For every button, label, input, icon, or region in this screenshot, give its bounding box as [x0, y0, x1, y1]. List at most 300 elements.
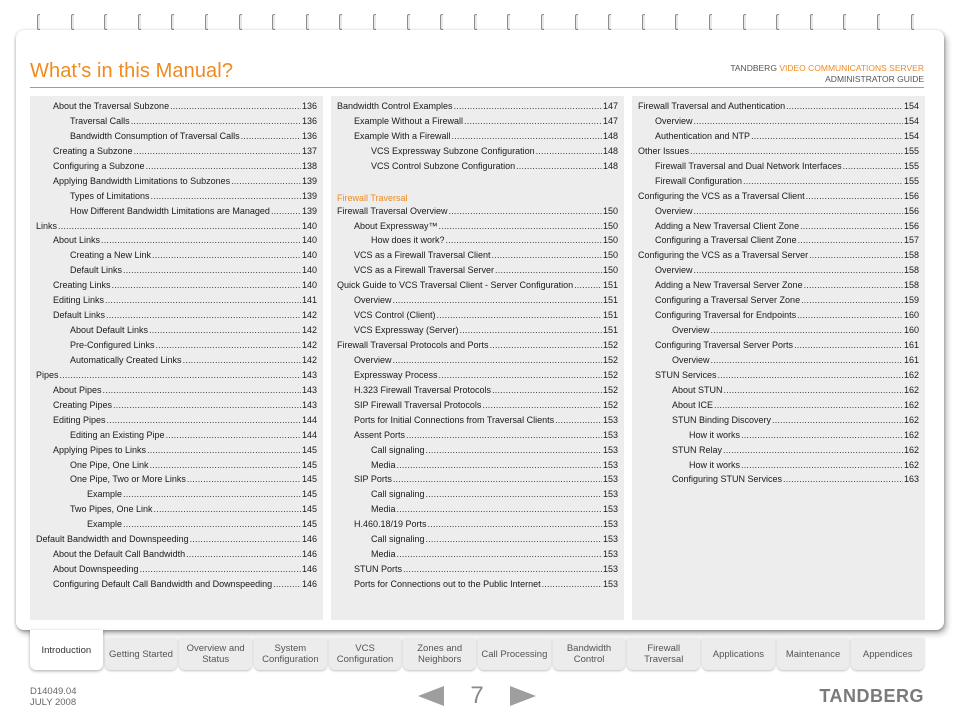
toc-leader-dots	[786, 101, 903, 111]
toc-entry-title: VCS Expressway (Server)	[354, 325, 459, 336]
toc-entry-title: VCS as a Firewall Traversal Client	[354, 250, 491, 261]
toc-leader-dots	[426, 489, 602, 499]
toc-entry-page: 161	[903, 354, 919, 365]
toc-entry-page: 153	[602, 534, 618, 545]
toc-entry[interactable]	[36, 116, 317, 131]
toc-entry[interactable]	[36, 534, 317, 549]
toc-entry-page: 161	[903, 340, 919, 350]
toc-entry[interactable]	[36, 579, 317, 594]
toc-entry-title: Quick Guide to VCS Traversal Client - Server Configuration	[337, 280, 574, 291]
toc-entry[interactable]	[337, 131, 618, 146]
toc-entry-page: 152	[602, 354, 618, 365]
toc-entry[interactable]	[337, 460, 618, 475]
toc-entry[interactable]	[36, 221, 317, 236]
toc-leader-dots	[772, 415, 903, 425]
toc-entry[interactable]	[36, 489, 317, 504]
toc-entry-page: 162	[903, 429, 919, 440]
toc-entry-title: Pre-Configured Links	[70, 340, 155, 350]
toc-entry-page: 162	[903, 384, 919, 395]
toc-entry-title: Adding a New Traversal Client Zone	[655, 220, 800, 231]
toc-leader-dots	[101, 235, 301, 245]
toc-entry-page: 162	[903, 414, 919, 425]
toc-entry[interactable]	[337, 206, 618, 221]
toc-entry[interactable]	[337, 474, 618, 489]
toc-entry[interactable]	[337, 161, 618, 176]
toc-entry-page: 162	[903, 459, 919, 470]
toc-entry[interactable]	[337, 534, 618, 549]
toc-entry-title: How it works	[689, 429, 741, 440]
toc-leader-dots	[187, 474, 301, 484]
toc-entry[interactable]	[36, 445, 317, 460]
toc-entry[interactable]	[337, 370, 618, 385]
toc-entry[interactable]	[36, 206, 317, 221]
brand-prefix: TANDBERG	[730, 63, 777, 73]
toc-entry-page: 148	[602, 145, 618, 156]
toc-entry-title: One Pipe, Two or More Links	[70, 474, 186, 485]
toc-entry[interactable]	[36, 310, 317, 325]
brand-header	[730, 63, 924, 85]
toc-entry-title: Bandwidth Consumption of Traversal Calls	[70, 130, 240, 141]
toc-entry[interactable]	[638, 370, 919, 385]
toc-entry-title: Applying Pipes to Links	[53, 444, 147, 455]
toc-entry-page: 143	[301, 399, 317, 410]
toc-entry[interactable]	[337, 310, 618, 325]
toc-entry-title: About the Default Call Bandwidth	[53, 549, 186, 560]
toc-entry-page: 146	[301, 579, 317, 589]
toc-entry[interactable]	[36, 564, 317, 579]
toc-entry[interactable]	[638, 161, 919, 176]
toc-leader-dots	[426, 445, 602, 455]
toc-entry-page: 148	[602, 160, 618, 171]
toc-entry-title: VCS Control Subzone Configuration	[371, 160, 516, 171]
toc-entry-title: H.460.18/19 Ports	[354, 519, 427, 530]
tab-zones-and-neighbors[interactable]: Zones and Neighbors	[403, 638, 476, 670]
toc-entry-page: 140	[301, 220, 317, 231]
toc-entry-title: Firewall Traversal and Authentication	[638, 101, 786, 111]
toc-entry-page: 143	[301, 369, 317, 380]
toc-entry-title: Overview	[354, 295, 392, 306]
toc-entry[interactable]	[337, 564, 618, 579]
toc-leader-dots	[112, 280, 301, 290]
tab-appendices[interactable]: Appendices	[851, 638, 924, 670]
toc-entry-title: Default Bandwidth and Downspeeding	[36, 534, 189, 545]
toc-entry[interactable]	[337, 549, 618, 564]
toc-entry-title: STUN Services	[655, 369, 717, 380]
toc-entry[interactable]	[638, 310, 919, 325]
toc-entry-title: About the Traversal Subzone	[53, 101, 170, 111]
toc-leader-dots	[574, 280, 602, 290]
toc-entry[interactable]	[638, 146, 919, 161]
toc-entry-page: 153	[602, 519, 618, 530]
toc-entry-title: Firewall Traversal Overview	[337, 205, 448, 216]
toc-entry[interactable]	[36, 250, 317, 265]
toc-entry-page: 154	[903, 115, 919, 126]
toc-entry-page: 142	[301, 325, 317, 336]
toc-entry-page: 140	[301, 250, 317, 261]
toc-entry[interactable]	[337, 579, 618, 594]
right-arrow-icon[interactable]	[510, 686, 536, 706]
page-title: What’s in this Manual?	[30, 60, 234, 82]
toc-entry[interactable]	[36, 146, 317, 161]
toc-entry-title: Links	[36, 220, 58, 231]
toc-entry[interactable]	[638, 460, 919, 475]
toc-entry[interactable]	[638, 385, 919, 400]
toc-entry-page: 156	[903, 205, 919, 216]
toc-entry-title: H.323 Firewall Traversal Protocols	[354, 384, 492, 395]
toc-entry[interactable]	[337, 325, 618, 340]
doc-id: D14049.04	[30, 686, 77, 697]
toc-section-heading: Firewall Traversal	[337, 192, 408, 203]
toc-entry-page: 155	[903, 145, 919, 156]
toc-leader-dots	[452, 131, 602, 141]
toc-entry[interactable]	[638, 250, 919, 265]
toc-leader-dots	[428, 519, 602, 529]
toc-entry[interactable]	[36, 519, 317, 534]
toc-entry-title: Traversal Calls	[70, 115, 130, 126]
toc-entry[interactable]	[36, 101, 317, 116]
toc-entry-page: 140	[301, 235, 317, 246]
toc-entry-title: Ports for Initial Connections from Traversal Clients	[354, 414, 555, 425]
toc-entry-page: 153	[602, 489, 618, 500]
toc-entry[interactable]	[337, 280, 618, 295]
toc-entry[interactable]	[36, 355, 317, 370]
toc-leader-dots	[123, 265, 301, 275]
toc-entry-title: Bandwidth Control Examples	[337, 101, 453, 111]
toc-entry-title: SIP Firewall Traversal Protocols	[354, 399, 482, 410]
toc-entry[interactable]	[638, 206, 919, 221]
tab-getting-started[interactable]: Getting Started	[105, 638, 178, 670]
toc-entry[interactable]	[337, 295, 618, 310]
toc-entry-title: Ports for Connections out to the Public Internet	[354, 579, 541, 589]
toc-entry-title: Configuring the VCS as a Traversal Server	[638, 250, 809, 261]
toc-entry-title: Editing Links	[53, 295, 105, 306]
toc-entry-page: 162	[903, 444, 919, 455]
toc-entry[interactable]	[337, 415, 618, 430]
doc-info	[30, 686, 76, 708]
toc-entry[interactable]	[36, 325, 317, 340]
toc-column-2	[331, 96, 624, 620]
toc-entry-title: Adding a New Traversal Server Zone	[655, 280, 803, 291]
toc-entry-title: About ICE	[672, 399, 714, 410]
tab-vcs-configuration[interactable]: VCS Configuration	[329, 638, 402, 670]
toc-leader-dots	[800, 221, 903, 231]
toc-leader-dots	[123, 489, 301, 499]
toc-entry[interactable]	[337, 430, 618, 445]
toc-entry-page: 155	[903, 175, 919, 186]
toc-entry-title: Configuring the VCS as a Traversal Client	[638, 190, 805, 201]
toc-entry[interactable]	[337, 340, 618, 355]
toc-leader-dots	[183, 355, 301, 365]
toc-entry-title: Overview	[672, 354, 710, 365]
toc-leader-dots	[694, 206, 903, 216]
toc-entry-title: Creating a New Link	[70, 250, 152, 261]
toc-entry[interactable]	[337, 445, 618, 460]
tab-system-configuration[interactable]: System Configuration	[254, 638, 327, 670]
toc-entry[interactable]	[638, 280, 919, 295]
toc-leader-dots	[106, 310, 301, 320]
tab-introduction[interactable]: Introduction	[30, 630, 103, 670]
toc-entry-page: 143	[301, 384, 317, 395]
toc-entry[interactable]	[36, 265, 317, 280]
toc-entry[interactable]	[638, 295, 919, 310]
toc-entry[interactable]	[337, 101, 618, 116]
toc-entry[interactable]	[337, 250, 618, 265]
toc-entry-title: Applying Bandwidth Limitations to Subzones	[53, 175, 231, 186]
toc-leader-dots	[231, 176, 301, 186]
toc-entry-page: 146	[301, 564, 317, 575]
toc-entry[interactable]	[36, 191, 317, 206]
toc-entry-page: 144	[301, 429, 317, 440]
toc-entry-title: STUN Relay	[672, 444, 723, 455]
toc-column-3	[632, 96, 925, 620]
toc-leader-dots	[241, 131, 301, 141]
toc-entry[interactable]	[337, 504, 618, 519]
toc-entry-title: Overview	[672, 325, 710, 336]
tab-bandwidth-control[interactable]: Bandwidth Control	[553, 638, 626, 670]
toc-entry-page: 153	[602, 429, 618, 440]
toc-entry-title: Media	[371, 549, 396, 560]
toc-leader-dots	[783, 474, 903, 484]
toc-entry-page: 153	[602, 474, 618, 485]
toc-entry-title: Example	[87, 489, 123, 500]
toc-entry[interactable]	[337, 265, 618, 280]
toc-entry-page: 152	[602, 384, 618, 395]
toc-leader-dots	[107, 415, 301, 425]
toc-entry-title: Overview	[354, 354, 392, 365]
toc-leader-dots	[542, 579, 602, 589]
toc-leader-dots	[113, 400, 301, 410]
toc-entry[interactable]	[337, 116, 618, 131]
toc-entry-title: Call signaling	[371, 444, 425, 455]
toc-entry[interactable]	[36, 549, 317, 564]
toc-entry-title: Editing an Existing Pipe	[70, 429, 165, 440]
toc-entry[interactable]	[638, 191, 919, 206]
toc-leader-dots	[809, 250, 903, 260]
toc-entry-page: 146	[301, 534, 317, 545]
toc-entry-title: Pipes	[36, 369, 59, 380]
toc-leader-dots	[151, 191, 301, 201]
toc-entry[interactable]	[36, 415, 317, 430]
toc-entry[interactable]	[638, 235, 919, 250]
toc-entry-page: 136	[301, 101, 317, 111]
toc-leader-dots	[536, 146, 602, 156]
toc-leader-dots	[152, 250, 301, 260]
toc-leader-dots	[794, 340, 903, 350]
toc-entry[interactable]	[337, 146, 618, 161]
toc-entry[interactable]	[337, 400, 618, 415]
toc-entry-page: 136	[301, 130, 317, 141]
toc-entry[interactable]	[638, 176, 919, 191]
toc-entry[interactable]	[36, 340, 317, 355]
toc-leader-dots	[190, 534, 301, 544]
toc-entry[interactable]	[638, 116, 919, 131]
toc-leader-dots	[454, 101, 602, 111]
toc-leader-dots	[146, 161, 301, 171]
toc-entry-title: Overview	[655, 205, 693, 216]
tandberg-logo: TANDBERG	[819, 686, 924, 706]
toc-leader-dots	[393, 474, 602, 484]
toc-entry-page: 147	[602, 101, 618, 111]
toc-leader-dots	[449, 206, 602, 216]
toc-entry[interactable]	[36, 176, 317, 191]
toc-entry[interactable]	[337, 235, 618, 250]
toc-leader-dots	[798, 235, 903, 245]
toc-entry[interactable]	[36, 280, 317, 295]
toc-entry-page: 153	[602, 444, 618, 455]
toc-leader-dots	[186, 549, 301, 559]
toc-entry-page: 150	[602, 205, 618, 216]
toc-entry-title: Firewall Configuration	[655, 175, 743, 186]
toc-entry[interactable]	[36, 400, 317, 415]
toc-entry-page: 145	[301, 444, 317, 455]
toc-entry[interactable]	[36, 161, 317, 176]
toc-leader-dots	[271, 206, 301, 216]
toc-entry-title: One Pipe, One Link	[70, 459, 149, 470]
toc-entry[interactable]	[36, 504, 317, 519]
title-divider	[30, 87, 924, 88]
toc-leader-dots	[393, 355, 602, 365]
toc-entry-page: 153	[602, 504, 618, 515]
toc-entry-page: 158	[903, 250, 919, 261]
toc-leader-dots	[492, 385, 602, 395]
toc-leader-dots	[714, 400, 903, 410]
toc-leader-dots	[105, 295, 301, 305]
toc-leader-dots	[406, 430, 602, 440]
toc-leader-dots	[140, 564, 301, 574]
toc-entry-page: 150	[602, 235, 618, 246]
toc-entry[interactable]	[36, 460, 317, 475]
toc-entry-page: 157	[903, 235, 919, 246]
toc-entry-page: 153	[602, 549, 618, 560]
toc-leader-dots	[490, 340, 602, 350]
toc-entry-page: 140	[301, 280, 317, 291]
toc-entry-page: 147	[602, 115, 618, 126]
toc-leader-dots	[724, 385, 903, 395]
toc-leader-dots	[149, 325, 301, 335]
toc-entry-title: Creating a Subzone	[53, 145, 133, 156]
brand-product: VIDEO COMMUNICATIONS SERVER	[779, 63, 924, 73]
toc-entry[interactable]	[337, 355, 618, 370]
toc-entry-title: Assent Ports	[354, 429, 406, 440]
toc-leader-dots	[723, 445, 903, 455]
toc-entry[interactable]	[337, 519, 618, 534]
tab-applications[interactable]: Applications	[702, 638, 775, 670]
toc-entry[interactable]	[638, 415, 919, 430]
toc-entry-title: Firewall Traversal Protocols and Ports	[337, 340, 489, 350]
toc-entry-title: Configuring a Traversal Server Zone	[655, 295, 801, 306]
toc-entry-page: 145	[301, 474, 317, 485]
toc-entry-title: Configuring STUN Services	[672, 474, 783, 485]
toc-entry[interactable]	[337, 221, 618, 236]
toc-leader-dots	[460, 325, 602, 335]
toc-entry-page: 151	[602, 325, 618, 336]
tab-firewall-traversal[interactable]: Firewall Traversal	[627, 638, 700, 670]
toc-entry-page: 137	[301, 145, 317, 156]
toc-leader-dots	[150, 460, 301, 470]
toc-entry-page: 153	[602, 459, 618, 470]
toc-entry-page: 146	[301, 549, 317, 560]
toc-entry[interactable]	[638, 445, 919, 460]
toc-entry-title: Default Links	[53, 310, 106, 321]
toc-leader-dots	[711, 355, 903, 365]
toc-leader-dots	[58, 221, 301, 231]
toc-entry[interactable]	[638, 430, 919, 445]
toc-entry-page: 162	[903, 399, 919, 410]
toc-entry[interactable]	[36, 235, 317, 250]
toc-entry-page: 145	[301, 489, 317, 500]
toc-entry-title: Media	[371, 504, 396, 515]
toc-entry[interactable]	[337, 385, 618, 400]
toc-leader-dots	[439, 370, 602, 380]
toc-leader-dots	[555, 415, 602, 425]
tab-overview-and-status[interactable]: Overview and Status	[179, 638, 252, 670]
toc-leader-dots	[273, 579, 301, 589]
toc-leader-dots	[156, 340, 301, 350]
toc-leader-dots	[718, 370, 903, 380]
toc-entry-title: Call signaling	[371, 534, 425, 545]
toc-entry[interactable]	[638, 131, 919, 146]
toc-entry[interactable]	[36, 430, 317, 445]
toc-entry-title: How Different Bandwidth Limitations are Managed	[70, 205, 270, 216]
toc-entry[interactable]	[638, 325, 919, 340]
toc-entry-title: Configuring a Traversal Client Zone	[655, 235, 797, 246]
toc-entry-title: About Pipes	[53, 384, 102, 395]
toc-entry-title: How it works	[689, 459, 741, 470]
toc-entry-page: 139	[301, 175, 317, 186]
tab-maintenance[interactable]: Maintenance	[777, 638, 850, 670]
toc-entry-page: 145	[301, 504, 317, 515]
toc-entry-title: VCS Control (Client)	[354, 310, 436, 321]
left-arrow-icon[interactable]	[418, 686, 444, 706]
toc-entry[interactable]	[638, 355, 919, 370]
toc-entry-title: Authentication and NTP	[655, 130, 751, 141]
toc-entry-title: Automatically Created Links	[70, 354, 182, 365]
toc-leader-dots	[166, 430, 301, 440]
toc-entry-page: 145	[301, 519, 317, 530]
toc-entry-title: VCS as a Firewall Traversal Server	[354, 265, 495, 276]
toc-entry-page: 145	[301, 459, 317, 470]
toc-entry-page: 142	[301, 340, 317, 350]
toc-entry-page: 153	[602, 414, 618, 425]
toc-entry[interactable]	[638, 474, 919, 489]
toc-entry-page: 140	[301, 265, 317, 276]
toc-entry-title: STUN Ports	[354, 564, 403, 575]
toc-entry-title: Expressway Process	[354, 369, 438, 380]
toc-entry[interactable]	[36, 131, 317, 146]
toc-entry[interactable]	[36, 385, 317, 400]
toc-entry[interactable]	[638, 101, 919, 116]
toc-leader-dots	[134, 146, 301, 156]
toc-entry[interactable]	[638, 221, 919, 236]
toc-entry-title: VCS Expressway Subzone Configuration	[371, 145, 535, 156]
tab-call-processing[interactable]: Call Processing	[478, 638, 551, 670]
toc-leader-dots	[806, 191, 903, 201]
toc-entry-page: 150	[602, 265, 618, 276]
toc-entry[interactable]	[36, 295, 317, 310]
toc-entry-page: 158	[903, 265, 919, 276]
toc-entry-title: Editing Pipes	[53, 414, 106, 425]
toc-entry[interactable]	[337, 489, 618, 504]
toc-entry-title: Media	[371, 459, 396, 470]
toc-entry[interactable]	[638, 340, 919, 355]
toc-entry-title: Creating Pipes	[53, 399, 113, 410]
toc-entry-title: Configuring a Subzone	[53, 160, 145, 171]
toc-entry-page: 144	[301, 414, 317, 425]
toc-entry[interactable]	[638, 265, 919, 280]
toc-entry[interactable]	[36, 474, 317, 489]
toc-entry[interactable]	[638, 400, 919, 415]
toc-entry[interactable]	[36, 370, 317, 385]
